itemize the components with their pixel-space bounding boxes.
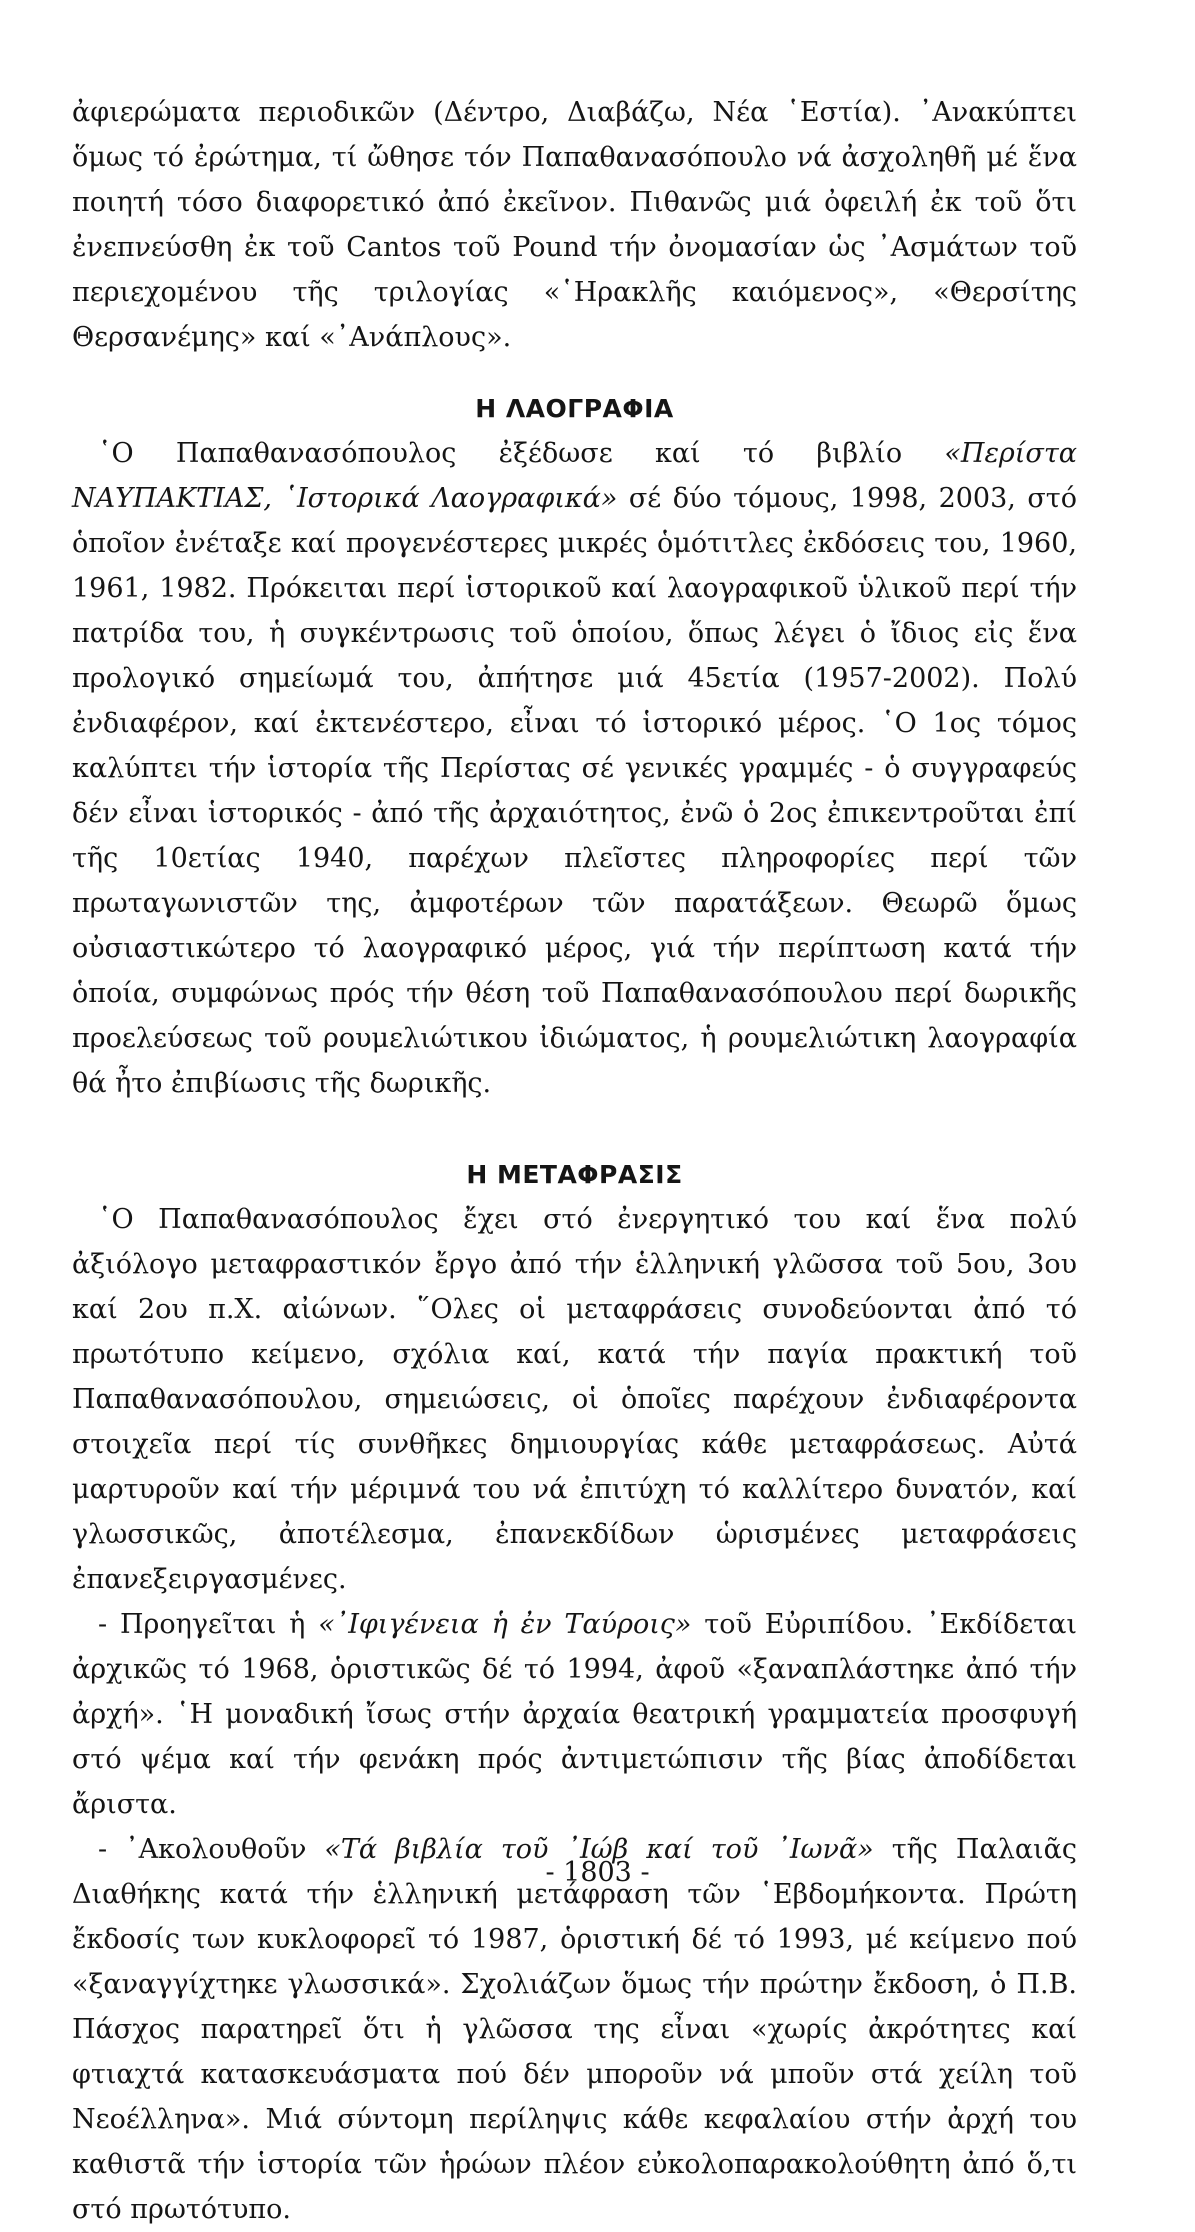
- job-jonah-text-b: τῆς Παλαιᾶς Διαθήκης κατά τήν ἑλληνική μετάφραση τῶν ῾Εβδομήκοντα. Πρώτη ἔκδοσίς των κυκλοφορεῖ τό 1987, ὁριστική δέ τό 1993, μέ κείμενο πού «ξαναγγίχτηκε γλωσσικά». Σχολιάζων ὅμως τήν πρώτην ἔκδοση, ὁ Π.Β. Πάσχος παρατηρεῖ ὅτι ἡ γλῶσσα της εἶναι «χωρίς ἀκρότητες καί φτιαχτά κατασκευάσματα πού δέν μποροῦν νά μποῦν στά χείλη τοῦ Νεοέλληνα». Μιά σύντομη περίληψις κάθε κεφαλαίου στήν ἀρχή του καθιστᾶ τήν ἱστορία τῶν ἡρώων πλέον εὐκολοπαρακολούθητη ἀπό ὅ,τι στό πρωτότυπο.: [72, 1834, 1077, 2225]
- section-heading-metafrasis: Η ΜΕΤΑΦΡΑΣΙΣ: [466, 1160, 683, 1189]
- page-body: [72, 90, 1077, 2232]
- iphigenia-text-b: τοῦ Εὐριπίδου. ᾿Εκδίδεται ἀρχικῶς τό 1968, ὁριστικῶς δέ τό 1994, ἀφοῦ «ξαναπλάστηκε ἀπό τήν ἀρχή». ῾Η μοναδική ἴσως στήν ἀρχαία θεατρική γραμματεία προσφυγή στό ψέμα καί τήν φενάκη πρός ἀντιμετώπισιν τῆς βίας ἀποδίδεται ἄριστα.: [72, 1609, 1077, 1820]
- metafrasis-paragraph-iphigenia: [72, 1602, 1077, 1827]
- job-jonah-text-a: - ᾿Ακολουθοῦν: [98, 1834, 325, 1865]
- iphigenia-text-a: - Προηγεῖται ἡ: [98, 1609, 319, 1640]
- spacer: [72, 1106, 1077, 1152]
- book-title-peristа: «Περίστα ΝΑΥΠΑΚΤΙΑΣ, ῾Ιστορικά Λαογραφικά»: [72, 438, 1077, 514]
- section-heading-laografia: Η ΛΑΟΓΡΑΦΙΑ: [475, 394, 674, 423]
- spacer: [72, 360, 1077, 386]
- laografia-text-b: σέ δύο τόμους, 1998, 2003, στό ὁποῖον ἐνέταξε καί προγενέστερες μικρές ὁμότιτλες ἐκδόσεις του, 1960, 1961, 1982. Πρόκειται περί ἱστορικοῦ καί λαογραφικοῦ ὑλικοῦ περί τήν πατρίδα του, ἡ συγκέντρωσις τοῦ ὁποίου, ὅπως λέγει ὁ ἴδιος εἰς ἕνα προλογικό σημείωμά του, ἀπήτησε μιά 45ετία (1957-2002). Πολύ ἐνδιαφέρον, καί ἐκτενέστερο, εἶναι τό ἱστορικό μέρος. ῾Ο 1ος τόμος καλύπτει τήν ἱστορία τῆς Περίστας σέ γενικές γραμμές - ὁ συγγραφεύς δέν εἶναι ἱστορικός - ἀπό τῆς ἀρχαιότητος, ἐνῶ ὁ 2ος ἐπικεντροῦται ἐπί τῆς 10ετίας 1940, παρέχων πλεῖστες πληροφορίες περί τῶν πρωταγωνιστῶν της, ἀμφοτέρων τῶν παρατάξεων. Θεωρῶ ὅμως οὐσιαστικώτερο τό λαογραφικό μέρος, γιά τήν περίπτωση κατά τήν ὁποία, συμφώνως πρός τήν θέση τοῦ Παπαθανασόπουλου περί δωρικῆς προελεύσεως τοῦ ρουμελιώτικου ἰδιώματος, ἡ ρουμελιώτικη λαογραφία θά ἦτο ἐπιβίωσις τῆς δωρικῆς.: [72, 483, 1077, 1099]
- book-title-iphigenia: «᾿Ιφιγένεια ἡ ἐν Ταύροις»: [318, 1609, 692, 1640]
- laografia-paragraph: [72, 431, 1077, 1106]
- intro-paragraph: ἀφιερώματα περιοδικῶν (Δέντρο, Διαβάζω, Νέα ῾Εστία). ᾿Ανακύπτει ὅμως τό ἐρώτημα, τί ὤθησε τόν Παπαθανασόπουλο νά ἀσχοληθῆ μέ ἕνα ποιητή τόσο διαφορετικό ἀπό ἐκεῖνον. Πιθανῶς μιά ὀφειλή ἐκ τοῦ ὅτι ἐνεπνεύσθη ἐκ τοῦ Cantos τοῦ Pound τήν ὀνομασίαν ὡς ᾿Ασμάτων τοῦ περιεχομένου τῆς τριλογίας «῾Ηρακλῆς καιόμενος», «Θερσίτης Θερσανέμης» καί «᾿Ανάπλους».: [72, 97, 1077, 353]
- laografia-text-a: ῾Ο Παπαθανασόπουλος ἐξέδωσε καί τό βιβλίο: [98, 438, 945, 469]
- metafrasis-paragraph-1: ῾Ο Παπαθανασόπουλος ἔχει στό ἐνεργητικό του καί ἕνα πολύ ἀξιόλογο μεταφραστικόν ἔργο ἀπό τήν ἑλληνική γλῶσσα τοῦ 5ου, 3ου καί 2ου π.Χ. αἰώνων. ῞Ολες οἱ μεταφράσεις συνοδεύονται ἀπό τό πρωτότυπο κείμενο, σχόλια καί, κατά τήν παγία πρακτική τοῦ Παπαθανασόπουλου, σημειώσεις, οἱ ὁποῖες παρέχουν ἐνδιαφέροντα στοιχεῖα περί τίς συνθῆκες δημιουργίας κάθε μεταφράσεως. Αὐτά μαρτυροῦν καί τήν μέριμνά του νά ἐπιτύχη τό καλλίτερο δυνατόν, καί γλωσσικῶς, ἀποτέλεσμα, ἐπανεκδίδων ὡρισμένες μεταφράσεις ἐπανεξειργασμένες.: [72, 1204, 1077, 1595]
- book-title-job-jonah: «Τά βιβλία τοῦ ᾿Ιώβ καί τοῦ ᾿Ιωνᾶ»: [324, 1834, 874, 1865]
- page-number: - 1803 -: [545, 1857, 650, 1888]
